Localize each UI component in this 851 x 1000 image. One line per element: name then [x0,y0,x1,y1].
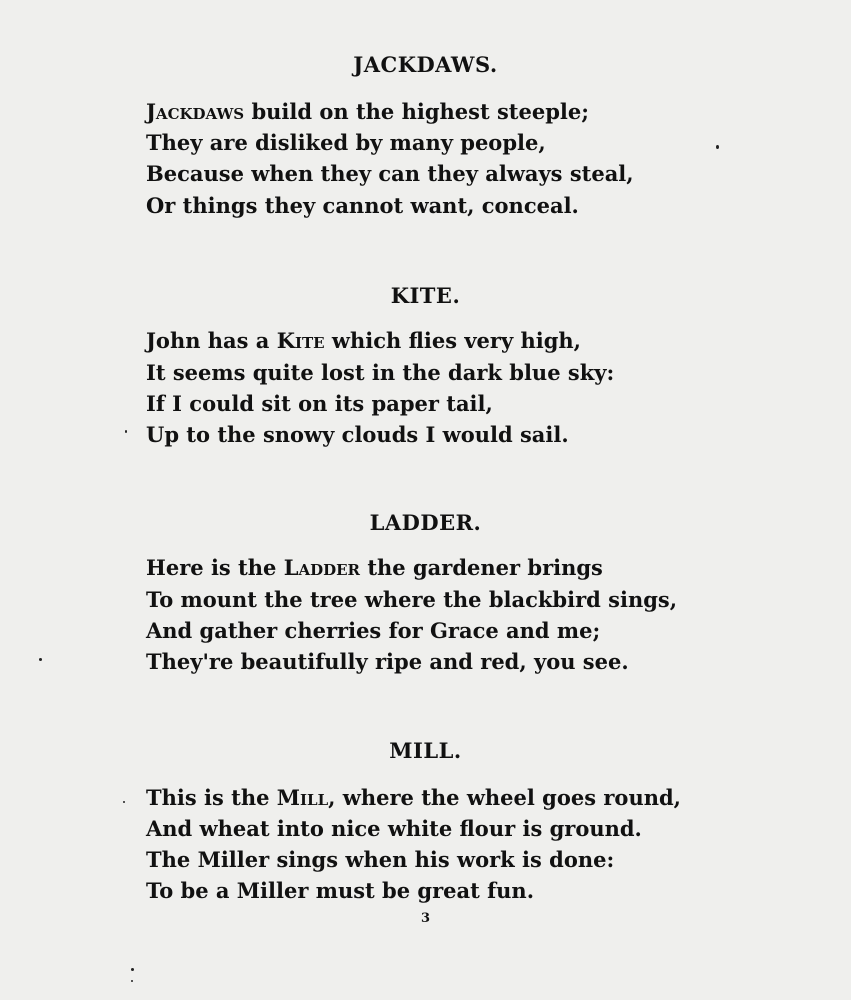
poem-line: Up to the snowy clouds I would sail. [146,422,569,447]
print-speck [123,801,125,803]
poem-line: To mount the tree where the blackbird sings, [146,587,678,612]
poem-line: If I could sit on its paper tail, [146,391,493,416]
poem-line: The Miller sings when his work is done: [146,847,615,872]
print-speck [131,968,134,971]
stanza-title-jackdaws: JACKDAWS. [353,52,498,77]
poem-line: And wheat into nice white flour is ground. [146,816,642,841]
poem-line: Or things they cannot want, conceal. [146,193,579,218]
poem-line: And gather cherries for Grace and me; [146,618,601,643]
print-speck [125,430,127,433]
poem-line: Jackdaws build on the highest steeple; [146,99,589,124]
print-speck [39,658,42,661]
poem-line: John has a Kite which flies very high, [146,328,581,353]
print-speck [716,145,719,149]
poem-line: They're beautifully ripe and red, you see. [146,649,629,674]
page-number: 3 [420,911,431,926]
poem-line: It seems quite lost in the dark blue sky: [146,360,615,385]
stanza-title-mill: MILL. [389,738,462,763]
print-speck [131,980,133,982]
poem-line: Here is the Ladder the gardener brings [146,555,603,580]
poem-line: This is the Mill, where the wheel goes round, [146,785,681,810]
poem-line: To be a Miller must be great fun. [146,878,535,903]
poem-line: Because when they can they always steal, [146,161,634,186]
poem-line: They are disliked by many people, [146,130,546,155]
stanza-title-ladder: LADDER. [369,510,482,535]
stanza-title-kite: KITE. [390,283,461,308]
